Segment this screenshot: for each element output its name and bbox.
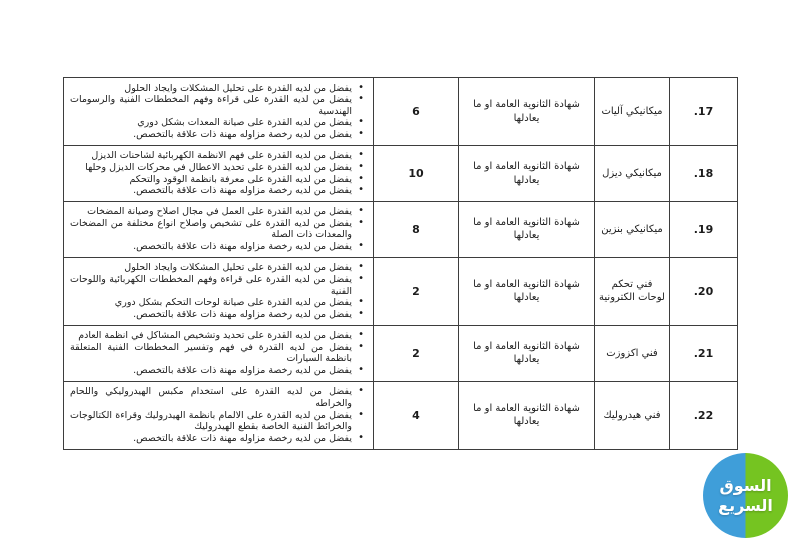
count-cell xyxy=(374,381,459,449)
table-row xyxy=(64,381,738,449)
requirements-list xyxy=(70,330,368,376)
logo-line1: السوق xyxy=(719,475,772,495)
row-number-cell xyxy=(670,146,738,202)
qualification-text: شهادة الثانوية العامة او ما يعادلها xyxy=(473,402,580,428)
requirement-item: • يفضل من لديه القدرة على تشخيص واصلاح انواع مختلفة من المضخات والمعدات ذات الصلة xyxy=(70,218,368,241)
requirements-cell xyxy=(64,201,374,257)
requirements-cell xyxy=(64,325,374,381)
requirement-item: • يفضل من لديه القدرة على الالمام بانظمة الهيدروليك وقراءة الكتالوجات والخرائط الفنية الخاصة بقطع الهيدروليك xyxy=(70,410,368,433)
job-title-cell xyxy=(595,146,670,202)
requirement-item: • يفضل من لديه القدرة على صيانة المعدات بشكل دوري xyxy=(70,117,368,129)
job-title-cell xyxy=(595,78,670,146)
qualification-cell xyxy=(459,257,595,325)
requirements-list xyxy=(70,150,368,196)
row-number-cell xyxy=(670,381,738,449)
qualification-text: شهادة الثانوية العامة او ما يعادلها xyxy=(473,278,580,304)
table-row xyxy=(64,78,738,146)
qualification-cell xyxy=(459,381,595,449)
qualification-cell xyxy=(459,201,595,257)
requirement-item: • يفضل من لديه القدرة على فهم الانظمة الكهربائية لشاحنات الديزل xyxy=(70,150,368,162)
qualification-cell xyxy=(459,78,595,146)
requirement-item: • يفضل من لديه القدرة على استخدام مكبس الهيدروليكي واللحام والخراطه xyxy=(70,386,368,409)
logo-line2: السريع xyxy=(718,495,773,515)
requirements-list xyxy=(70,83,368,141)
table-row xyxy=(64,201,738,257)
requirement-item: • يفضل من لديه رخصة مزاوله مهنة ذات علاقة بالتخصص. xyxy=(70,365,368,377)
requirement-item: • يفضل من لديه القدرة على قراءة وفهم المخططات الكهربائية واللوحات الفنية xyxy=(70,274,368,297)
qualification-cell xyxy=(459,325,595,381)
requirement-item: • يفضل من لديه القدرة على تحليل المشكلات وايجاد الحلول xyxy=(70,83,368,95)
count-cell xyxy=(374,325,459,381)
qualification-cell xyxy=(459,146,595,202)
requirement-item: • يفضل من لديه القدرة على العمل في مجال اصلاح وصيانة المضخات xyxy=(70,206,368,218)
row-number-cell xyxy=(670,201,738,257)
jobs-table xyxy=(63,77,738,450)
row-number: .20 xyxy=(693,284,714,298)
qualification-text: شهادة الثانوية العامة او ما يعادلها xyxy=(473,216,580,242)
qualification-text: شهادة الثانوية العامة او ما يعادلها xyxy=(473,99,580,124)
row-number: .17 xyxy=(693,105,714,119)
fast-market-logo xyxy=(703,453,788,538)
requirement-item: • يفضل من لديه رخصة مزاوله مهنة ذات علاقة بالتخصص. xyxy=(70,241,368,253)
requirement-item: • يفضل من لديه القدرة على تحديد الاعطال في محركات الديزل وحلها xyxy=(70,162,368,174)
qualification-text: شهادة الثانوية العامة او ما يعادلها xyxy=(473,161,580,186)
count-cell xyxy=(374,201,459,257)
count-cell xyxy=(374,146,459,202)
job-title-cell xyxy=(595,325,670,381)
table-row xyxy=(64,325,738,381)
row-number: .22 xyxy=(693,408,714,422)
job-title: ميكانيكي آليات xyxy=(601,106,663,118)
count-value: 4 xyxy=(412,408,420,422)
job-title: فني تحكم لوحات الكترونية xyxy=(599,279,665,304)
requirement-item: • يفضل من لديه القدرة على تحديد وتشخيص المشاكل في انظمة العادم xyxy=(70,330,368,342)
qualification-text: شهادة الثانوية العامة او ما يعادلها xyxy=(473,340,580,366)
table-row xyxy=(64,257,738,325)
row-number: .19 xyxy=(693,222,714,236)
requirement-item: • يفضل من لديه القدرة في فهم وتفسير المخططات الفنية المتعلقة بانظمة السيارات xyxy=(70,342,368,365)
row-number: .21 xyxy=(693,346,714,360)
requirements-cell xyxy=(64,381,374,449)
count-cell xyxy=(374,257,459,325)
job-title: ميكانيكي بنزين xyxy=(601,223,663,235)
count-value: 6 xyxy=(412,105,420,119)
count-value: 10 xyxy=(408,167,424,181)
table-row xyxy=(64,146,738,202)
requirements-cell xyxy=(64,78,374,146)
requirement-item: • يفضل من لديه رخصة مزاوله مهنة ذات علاقة بالتخصص. xyxy=(70,433,368,445)
job-title: ميكانيكي ديزل xyxy=(602,168,662,180)
row-number-cell xyxy=(670,78,738,146)
requirement-item: • يفضل من لديه القدرة على تحليل المشكلات وايجاد الحلول xyxy=(70,262,368,274)
requirement-item: • يفضل من لديه القدرة على معرفة بانظمة الوقود والتحكم xyxy=(70,174,368,186)
job-title-cell xyxy=(595,257,670,325)
job-title-cell xyxy=(595,381,670,449)
row-number-cell xyxy=(670,325,738,381)
count-cell xyxy=(374,78,459,146)
requirement-item: • يفضل من لديه رخصة مزاوله مهنة ذات علاقة بالتخصص. xyxy=(70,185,368,197)
requirement-item: • يفضل من لديه القدرة على قراءة وفهم المخططات الفنية والرسومات الهندسية xyxy=(70,94,368,117)
requirement-item: • يفضل من لديه القدرة على صيانة لوحات التحكم بشكل دوري xyxy=(70,297,368,309)
requirement-item: • يفضل من لديه رخصة مزاوله مهنة ذات علاقة بالتخصص. xyxy=(70,309,368,321)
row-number-cell xyxy=(670,257,738,325)
job-title: فني هيدروليك xyxy=(603,409,661,421)
table-body xyxy=(64,78,738,450)
requirements-list xyxy=(70,262,368,320)
requirements-cell xyxy=(64,146,374,202)
requirement-item: • يفضل من لديه رخصة مزاوله مهنة ذات علاقة بالتخصص. xyxy=(70,129,368,141)
requirements-list xyxy=(70,386,368,444)
job-title: فني اكزوزت xyxy=(606,347,658,359)
requirements-cell xyxy=(64,257,374,325)
row-number: .18 xyxy=(693,167,714,181)
requirements-list xyxy=(70,206,368,252)
job-title-cell xyxy=(595,201,670,257)
count-value: 2 xyxy=(412,284,420,298)
count-value: 2 xyxy=(412,346,420,360)
count-value: 8 xyxy=(412,222,420,236)
